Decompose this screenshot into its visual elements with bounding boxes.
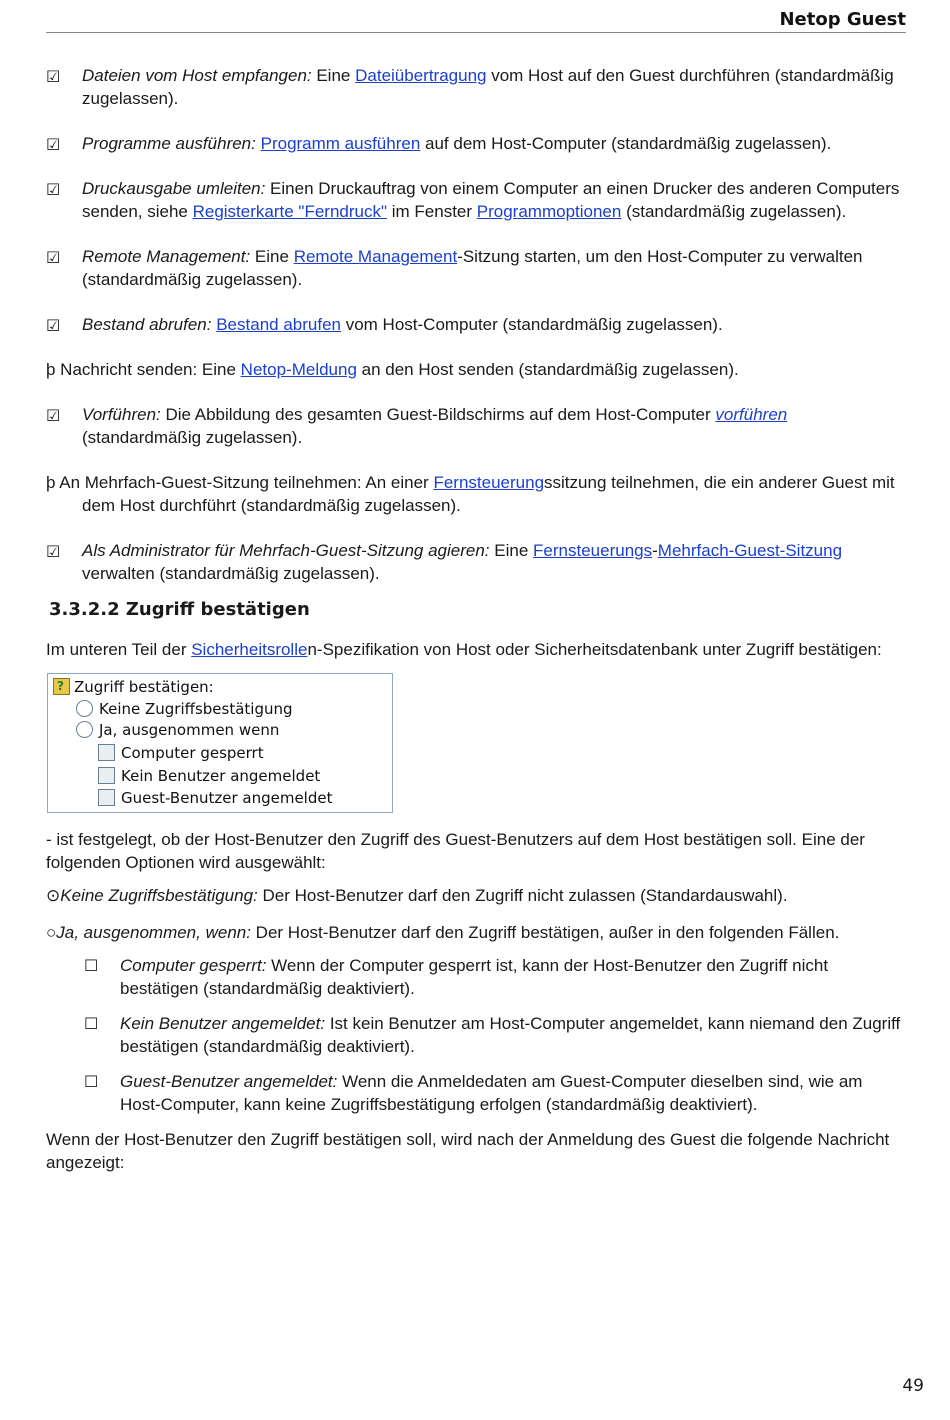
item-label: Dateien vom Host empfangen: xyxy=(82,66,312,85)
option-yes-except xyxy=(46,921,906,944)
item-label: Vorführen: xyxy=(82,405,161,424)
unchecked-box-icon: ☐ xyxy=(84,1072,99,1091)
link-remote-management[interactable]: Remote Management xyxy=(293,247,458,266)
link-programmoptionen[interactable]: Programmoptionen xyxy=(476,202,622,221)
radio-label: Keine Zugriffsbestätigung xyxy=(99,700,293,718)
link-mehrfach-guest-sitzung[interactable]: Mehrfach-Guest-Sitzung xyxy=(657,541,843,560)
radio-no-confirmation[interactable] xyxy=(76,699,293,719)
radio-selected-icon: ⊙ xyxy=(46,886,61,905)
checkbox-label: Computer gesperrt xyxy=(121,744,264,762)
item-text: (standardmäßig zugelassen). xyxy=(621,202,847,221)
item-text: Die Abbildung des gesamten Guest-Bildschirms auf dem Host-Computer xyxy=(160,405,716,424)
list-item xyxy=(46,313,906,336)
dialog-title: Zugriff bestätigen: xyxy=(74,678,214,696)
list-item xyxy=(46,358,906,381)
item-label: Druckausgabe umleiten: xyxy=(82,179,266,198)
link-registerkarte-ferndruck[interactable]: Registerkarte "Ferndruck" xyxy=(192,202,388,221)
checkbox-label: Guest-Benutzer angemeldet xyxy=(121,789,333,807)
checkbox-label: Kein Benutzer angemeldet xyxy=(121,767,321,785)
item-text: (standardmäßig zugelassen). xyxy=(82,428,303,447)
radio-icon[interactable] xyxy=(76,700,93,717)
radio-empty-icon: ○ xyxy=(46,923,57,942)
suboption-label: Guest-Benutzer angemeldet: xyxy=(120,1072,338,1091)
item-text: verwalten (standardmäßig zugelassen). xyxy=(82,564,380,583)
suboption-text: Wenn die Anmeldedaten am Guest-Computer dieselben sind, wie am Host-Computer, kann keine Zugriffsbestätigung erfolgen (standardmäßig deaktiviert). xyxy=(120,1072,863,1114)
suboption-no-user xyxy=(46,1012,906,1058)
item-text: -Sitzung starten, um den Host-Computer zu verwalten (standardmäßig zugelassen). xyxy=(82,247,863,289)
link-fernsteuerungs[interactable]: Fernsteuerungs xyxy=(533,541,653,560)
list-item xyxy=(46,539,906,585)
option-no-confirmation xyxy=(46,884,906,907)
closing-text: Wenn der Host-Benutzer den Zugriff bestätigen soll, wird nach der Anmeldung des Guest die folgende Nachricht angezeigt: xyxy=(46,1130,890,1172)
item-text: auf dem Host-Computer (standardmäßig zugelassen). xyxy=(420,134,832,153)
item-text: ssitzung teilnehmen, die ein anderer Guest mit dem Host durchführt (standardmäßig zugelassen). xyxy=(82,473,895,515)
list-item-body xyxy=(46,471,906,517)
running-header: Netop Guest xyxy=(779,9,906,30)
item-text: Eine xyxy=(311,66,356,85)
checkbox-computer-locked[interactable] xyxy=(98,743,264,763)
link-dateiuebertragung[interactable]: Dateiübertragung xyxy=(355,66,487,85)
dialog-title-row xyxy=(53,677,214,697)
list-item xyxy=(46,64,906,110)
item-label: Remote Management: xyxy=(82,247,251,266)
checked-box-icon: ☑ xyxy=(46,67,61,86)
checkbox-no-user-logged-in[interactable] xyxy=(98,766,320,786)
option-text: Der Host-Benutzer darf den Zugriff bestätigen, außer in den folgenden Fällen. xyxy=(250,923,840,942)
radio-yes-except[interactable] xyxy=(76,720,279,740)
item-text: an den Host senden (standardmäßig zugelassen). xyxy=(356,360,739,379)
suboption-text: Ist kein Benutzer am Host-Computer angemeldet, kann niemand den Zugriff bestätigen (standardmäßig deaktiviert). xyxy=(120,1014,901,1056)
link-bestand-abrufen[interactable]: Bestand abrufen xyxy=(216,315,341,334)
checked-box-icon: ☑ xyxy=(46,180,61,199)
suboption-computer-locked xyxy=(46,954,906,1000)
unchecked-box-icon: ☐ xyxy=(84,956,99,975)
checkbox-icon[interactable] xyxy=(98,789,115,806)
item-text: Eine xyxy=(250,247,294,266)
option-label: Ja, ausgenommen, wenn: xyxy=(56,923,251,942)
option-label: Keine Zugriffsbestätigung: xyxy=(60,886,258,905)
link-fernsteuerung[interactable]: Fernsteuerung xyxy=(433,473,545,492)
list-item xyxy=(46,471,906,517)
radio-label: Ja, ausgenommen wenn xyxy=(99,721,280,739)
confirm-access-icon xyxy=(53,678,70,695)
item-text: Einen Druckauftrag von einem Computer an einen Drucker des anderen Computers senden, siehe xyxy=(82,179,900,221)
list-item xyxy=(46,403,906,449)
list-item xyxy=(46,245,906,291)
checkbox-guest-user-logged-in[interactable] xyxy=(98,788,332,808)
item-text: vom Host-Computer (standardmäßig zugelassen). xyxy=(340,315,723,334)
list-item xyxy=(46,132,906,155)
after-dialog-text: - ist festgelegt, ob der Host-Benutzer den Zugriff des Guest-Benutzers auf dem Host bestätigen soll. Eine der folgenden Optionen wird ausgewählt: xyxy=(46,830,865,872)
checked-box-icon: ☑ xyxy=(46,248,61,267)
page-number: 49 xyxy=(902,1376,924,1396)
option-text: Der Host-Benutzer darf den Zugriff nicht zulassen (Standardauswahl). xyxy=(257,886,788,905)
header-rule xyxy=(46,32,906,33)
unchecked-box-icon: ☐ xyxy=(84,1014,99,1033)
item-text: - xyxy=(652,541,658,560)
suboption-label: Kein Benutzer angemeldet: xyxy=(120,1014,326,1033)
item-label: Als Administrator für Mehrfach-Guest-Sitzung agieren: xyxy=(82,541,490,560)
intro-text: n-Spezifikation von Host oder Sicherheitsdatenbank unter Zugriff bestätigen: xyxy=(307,640,882,659)
item-text: Eine xyxy=(489,541,534,560)
list-item xyxy=(46,177,906,223)
link-sicherheitsrolle[interactable]: Sicherheitsrolle xyxy=(191,640,308,659)
item-text: þ An Mehrfach-Guest-Sitzung teilnehmen: An einer xyxy=(46,473,434,492)
suboption-label: Computer gesperrt: xyxy=(120,956,267,975)
item-text: im Fenster xyxy=(387,202,477,221)
section-heading: 3.3.2.2 Zugriff bestätigen xyxy=(49,599,310,620)
item-text: þ Nachricht senden: Eine xyxy=(46,360,241,379)
suboption-text: Wenn der Computer gesperrt ist, kann der Host-Benutzer den Zugriff nicht bestätigen (standardmäßig deaktiviert). xyxy=(120,956,829,998)
list-item-body xyxy=(46,358,906,381)
checkbox-icon[interactable] xyxy=(98,767,115,784)
intro-text: Im unteren Teil der xyxy=(46,640,192,659)
item-text: vom Host auf den Guest durchführen (standardmäßig zugelassen). xyxy=(82,66,894,108)
link-programm-ausfuehren[interactable]: Programm ausführen xyxy=(260,134,421,153)
checked-box-icon: ☑ xyxy=(46,135,61,154)
checked-box-icon: ☑ xyxy=(46,316,61,335)
link-vorfuehren[interactable]: vorführen xyxy=(715,405,788,424)
checkbox-icon[interactable] xyxy=(98,744,115,761)
section-intro xyxy=(46,638,906,661)
checked-box-icon: ☑ xyxy=(46,542,61,561)
item-label: Programme ausführen: xyxy=(82,134,256,153)
radio-icon[interactable] xyxy=(76,721,93,738)
suboption-guest-user xyxy=(46,1070,906,1116)
checked-box-icon: ☑ xyxy=(46,406,61,425)
item-label: Bestand abrufen: xyxy=(82,315,212,334)
page-content xyxy=(46,64,906,1196)
link-netop-meldung[interactable]: Netop-Meldung xyxy=(240,360,357,379)
access-confirmation-dialog xyxy=(47,673,393,813)
